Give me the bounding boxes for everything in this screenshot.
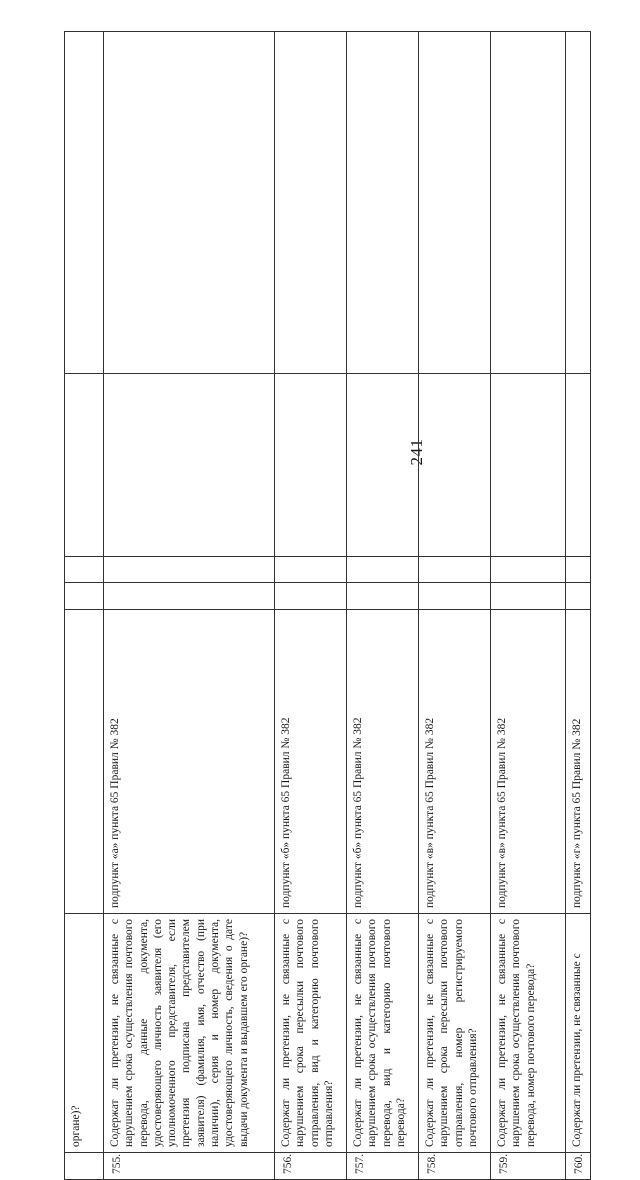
na-cell — [419, 374, 491, 557]
reference-cell: подпункт «в» пункта 65 Правил № 382 — [491, 610, 566, 914]
table-row — [104, 32, 275, 1180]
notes-cell — [566, 32, 591, 374]
answer-yes-cell — [347, 583, 419, 610]
answer-no-cell — [347, 557, 419, 583]
num-cell — [65, 1153, 104, 1180]
notes-cell — [275, 32, 347, 374]
answer-no-cell — [419, 557, 491, 583]
answer-yes-cell — [65, 583, 104, 610]
na-cell — [65, 374, 104, 557]
answer-no-cell — [491, 557, 566, 583]
na-cell — [347, 374, 419, 557]
question-cell: Содержат ли претензии, не связанные с нарушением срока пересылки почтового отправления, вид и категорию почтового отправления? — [275, 914, 347, 1153]
table-row-continuation — [65, 32, 104, 1180]
question-cell: органе)? — [65, 914, 104, 1153]
notes-cell — [491, 32, 566, 374]
answer-no-cell — [566, 557, 591, 583]
num-cell: 760. — [566, 1153, 591, 1180]
notes-cell — [104, 32, 275, 374]
answer-no-cell — [104, 557, 275, 583]
reference-cell — [65, 610, 104, 914]
question-cell: Содержат ли претензии, не связанные с нарушением срока осуществления почтового перевода, вид и категорию почтового перевода? — [347, 914, 419, 1153]
reference-cell: подпункт «б» пункта 65 Правил № 382 — [347, 610, 419, 914]
notes-cell — [65, 32, 104, 374]
num-cell: 759. — [491, 1153, 566, 1180]
answer-no-cell — [275, 557, 347, 583]
checklist-table — [64, 31, 591, 1180]
table-row — [419, 32, 491, 1180]
answer-no-cell — [65, 557, 104, 583]
reference-cell: подпункт «в» пункта 65 Правил № 382 — [419, 610, 491, 914]
rotated-table-container — [64, 32, 585, 1180]
table-row — [566, 32, 591, 1180]
question-cell: Содержат ли претензии, не связанные с нарушением срока пересылки почтового отправления, номер регистрируемого почтового отправления? — [419, 914, 491, 1153]
table-row — [347, 32, 419, 1180]
answer-yes-cell — [104, 583, 275, 610]
na-cell — [104, 374, 275, 557]
na-cell — [275, 374, 347, 557]
question-cell: Содержат ли претензии, не связанные с — [566, 914, 591, 1153]
answer-yes-cell — [491, 583, 566, 610]
page-number: 241 — [407, 438, 426, 466]
answer-yes-cell — [566, 583, 591, 610]
question-cell: Содержат ли претензии, не связанные с нарушением срока осуществления почтового перевода, данные документа, удостоверяющего личность заявителя (его уполномоченного представителя, если претензия подписана представителем заявителя) (фамилия, имя, отчество (при наличии), серия и номер документа, удостоверяющего личность, сведения о дате выдачи документа и выдавшем его органе)? — [104, 914, 275, 1153]
question-cell: Содержат ли претензии, не связанные с нарушением срока осуществления почтового перевода, номер почтового перевода? — [491, 914, 566, 1153]
num-cell: 756. — [275, 1153, 347, 1180]
notes-cell — [347, 32, 419, 374]
answer-yes-cell — [275, 583, 347, 610]
notes-cell — [419, 32, 491, 374]
answer-yes-cell — [419, 583, 491, 610]
num-cell: 757. — [347, 1153, 419, 1180]
reference-cell: подпункт «г» пункта 65 Правил № 382 — [566, 610, 591, 914]
num-cell: 755. — [104, 1153, 275, 1180]
table-row — [275, 32, 347, 1180]
na-cell — [566, 374, 591, 557]
reference-cell: подпункт «а» пункта 65 Правил № 382 — [104, 610, 275, 914]
na-cell — [491, 374, 566, 557]
num-cell: 758. — [419, 1153, 491, 1180]
reference-cell: подпункт «б» пункта 65 Правил № 382 — [275, 610, 347, 914]
table-row — [491, 32, 566, 1180]
